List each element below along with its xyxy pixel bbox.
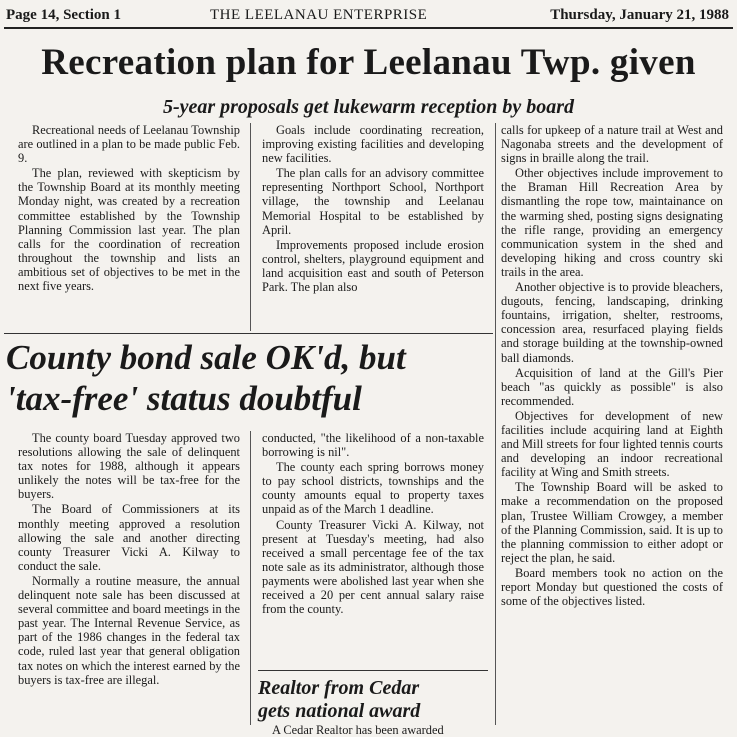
recreation-column-2 [262,123,484,294]
paragraph: Objectives for development of new facilities include acquiring land at Eighth and Mill streets for four lighted tennis courts and developing an indoor recreational facility at Wing and Smith streets. [501,408,723,480]
newspaper-name: THE LEELANAU ENTERPRISE [210,7,428,23]
paragraph: Recreational needs of Leelanau Township are outlined in a plan to be made public Feb. 9. [18,123,240,166]
headline-line: gets national award [258,700,421,722]
county-bond-column-1 [18,431,240,687]
folio-line [4,3,733,29]
paragraph: The Board of Commissioners at its monthly meeting approved a resolution allowing the sale and another directing county Treasurer Vicki A. Kilway to conduct the sale. [18,502,240,573]
newspaper-page [4,3,733,737]
paragraph: A Cedar Realtor has been awarded [272,723,444,737]
paragraph: Goals include coordinating recreation, improving existing facilities and developing new facilities. [262,123,484,166]
column-rule [495,123,496,725]
paragraph: Board members took no action on the report Monday but questioned the costs of some of the objectives listed. [501,565,723,609]
paragraph: Improvements proposed include erosion control, shelters, playground equipment and land acquisition east and south of Peterson Park. The plan also [262,237,484,295]
headline-line: 'tax-free' status doubtful [6,379,362,418]
paragraph: The Township Board will be asked to make a recommendation on the proposed plan, Trustee William Crowgey, a member of the Planning Commission, said. It is up to the planning commission to either adopt or reject the plan, he said. [501,480,723,565]
recreation-column-3 [501,123,723,608]
paragraph: Other objectives include improvement to the Braman Hill Recreation Area by dismantling the rope tow, maintainance on the warming shed, posting signs designating the rifle range, providing an emergency communication system in the shed and developing hiking and cross country ski trails in the area. [501,166,723,279]
paragraph: conducted, "the likelihood of a non-taxable borrowing is nil". [262,431,484,460]
county-bond-column-2 [262,431,484,616]
column-rule [250,431,251,725]
headline-line: County bond sale OK'd, but [6,338,406,377]
issue-date: Thursday, January 21, 1988 [550,7,729,23]
paragraph: The plan, reviewed with skepticism by the Township Board at its monthly meeting Monday night, was created by a recreation committee established by the Township Planning Commission last year. The plan calls for the coordination of recreation throughout the township and lists an ambitious set of objectives to be met in the next five years. [18,166,240,294]
page-section-label: Page 14, Section 1 [6,7,121,23]
paragraph: calls for upkeep of a nature trail at West and Nagonaba streets and the development of signs in braille along the trail. [501,123,723,166]
paragraph: Acquisition of land at the Gill's Pier beach "as quickly as possible" is also recommended. [501,365,723,408]
headline-line: Realtor from Cedar [258,677,420,699]
county-bond-headline [6,337,494,419]
story-divider [4,333,493,334]
recreation-plan-deck: 5-year proposals get lukewarm reception by board [162,96,575,118]
paragraph: County Treasurer Vicki A. Kilway, not present at Tuesday's meeting, had also received a small percentage fee of the tax note sale as its administrator, although those payments were abolished last year when she received a 20 per cent annual salary raise from the county. [262,517,484,617]
paragraph: Another objective is to provide bleachers, dugouts, fencing, landscaping, drinking fountains, irrigation, shelter, restrooms, concession area, resurfaced playing fields and storage building at the township-owned ball diamonds. [501,280,723,365]
recreation-plan-headline: Recreation plan for Leelanau Twp. given [41,42,696,83]
column-rule [250,123,251,331]
paragraph: The county board Tuesday approved two resolutions allowing the sale of delinquent tax notes for 1988, although it appears unlikely the notes will be tax-free for the buyers. [18,431,240,502]
paragraph: The county each spring borrows money to pay school districts, townships and the county amounts equal to property taxes unpaid as of the March 1 deadline. [262,460,484,517]
paragraph: Normally a routine measure, the annual delinquent note sale has been discussed at several committee and board meetings in the past year. The Internal Revenue Service, as part of the 1986 changes in the federal tax code, ruled last year that general obligation tax notes on which the interest earned by the buyers is tax-free are illegal. [18,573,240,687]
story-divider [258,670,488,671]
paragraph: The plan calls for an advisory committee representing Northport School, Northport village, the township and Leelanau Memorial Hospital to be established by April. [262,166,484,237]
recreation-column-1 [18,123,240,293]
realtor-award-lead [258,723,494,737]
realtor-award-headline [258,677,494,723]
